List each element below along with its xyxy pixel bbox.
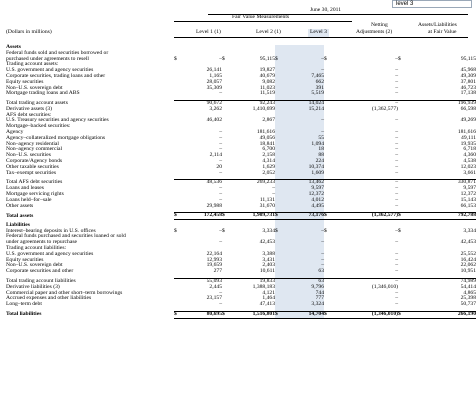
cell-level2: 49,056 bbox=[259, 134, 275, 141]
cell-total: 25,552 bbox=[460, 250, 476, 257]
cell-total: 3,334 bbox=[463, 227, 476, 234]
cell-level3: – bbox=[281, 130, 324, 136]
cell-total: 6,718 bbox=[463, 146, 476, 153]
cell-netting: (1,346,010) bbox=[371, 283, 398, 290]
cell-level1: – bbox=[219, 227, 222, 234]
row-label: Corporate securities, trading loans and other bbox=[6, 72, 106, 79]
row-label: Mortgage servicing rights bbox=[6, 190, 64, 197]
cell-level2: 3,334 bbox=[262, 227, 275, 234]
cell-level2: 4,121 bbox=[262, 289, 275, 296]
currency-symbol: $ bbox=[275, 57, 281, 63]
cell-level2: 47,413 bbox=[259, 301, 275, 308]
row-label: purchased under agreements to resell bbox=[6, 55, 89, 62]
cell-level3: 9,597 bbox=[281, 186, 324, 192]
cell-netting: – bbox=[395, 301, 398, 308]
cell-total: 10,951 bbox=[460, 268, 476, 275]
cell-level1: 19,659 bbox=[206, 262, 222, 269]
cell-level1: 23,157 bbox=[206, 295, 222, 302]
cell-netting: – bbox=[395, 169, 398, 176]
cell-level2: 1,909,731 bbox=[228, 213, 275, 220]
row-label: Tax–exempt securities bbox=[6, 169, 57, 176]
cell-total: 46,723 bbox=[460, 84, 476, 91]
currency-symbol: $ bbox=[324, 227, 327, 234]
cell-level2: 40,679 bbox=[259, 72, 275, 79]
cell-total: 4,538 bbox=[463, 158, 476, 165]
cell-level1: – bbox=[219, 134, 222, 141]
row-label: Non–U.S. securities bbox=[6, 152, 51, 159]
cell-level2: 19,833 bbox=[228, 278, 275, 284]
cell-level1: – bbox=[219, 146, 222, 153]
cell-level3: – bbox=[281, 240, 324, 246]
row-label: Derivative assets (3) bbox=[6, 105, 52, 112]
row-label: Agency bbox=[6, 129, 24, 136]
cell-level1: 172,458 bbox=[180, 213, 222, 220]
cell-level2: 2,867 bbox=[262, 117, 275, 124]
cell-level1: 277 bbox=[213, 268, 222, 275]
cell-level3: 744 bbox=[281, 291, 324, 297]
row-label: Commercial paper and other short–term borrowings bbox=[6, 289, 123, 296]
cell-level1: 28,057 bbox=[206, 78, 222, 85]
cell-netting: – bbox=[395, 239, 398, 246]
row-label: Accrued expenses and other liabilities bbox=[6, 295, 92, 302]
cell-total: 330,871 bbox=[404, 180, 476, 186]
cell-level2: 1,516,801 bbox=[228, 311, 275, 318]
cell-netting: – bbox=[395, 78, 398, 85]
cell-level3: 224 bbox=[281, 159, 324, 165]
cell-level1: – bbox=[219, 239, 222, 246]
cell-level2: 2,403 bbox=[262, 262, 275, 269]
cell-level1: – bbox=[219, 90, 222, 97]
row-label: Other assets bbox=[6, 202, 34, 209]
cell-total: 37,801 bbox=[460, 78, 476, 85]
cell-level3: 14,704 bbox=[281, 311, 324, 318]
cell-level3: 3,324 bbox=[281, 302, 324, 308]
cell-level2: 18,841 bbox=[259, 140, 275, 147]
cell-netting: – bbox=[395, 268, 398, 275]
cell-level3: 88 bbox=[281, 153, 324, 159]
row-label: Corporate securities and other bbox=[6, 268, 74, 275]
cell-level2: 4,314 bbox=[262, 158, 275, 165]
cell-netting: – bbox=[395, 134, 398, 141]
cell-total: 9,597 bbox=[463, 185, 476, 192]
row-label: Loans and leases bbox=[6, 185, 44, 192]
cell-netting: – bbox=[395, 190, 398, 197]
row-label: Trading account liabilities: bbox=[6, 245, 67, 252]
cell-total: 15,143 bbox=[460, 196, 476, 203]
cell-level2: – bbox=[272, 185, 275, 192]
cell-total: 196,939 bbox=[404, 101, 476, 107]
row-label: Equity securities bbox=[6, 256, 44, 263]
row-label: Corporate/Agency bonds bbox=[6, 158, 63, 165]
cell-level1: – bbox=[219, 190, 222, 197]
cell-netting: – bbox=[395, 295, 398, 302]
cell-level3: 63 bbox=[281, 278, 324, 284]
cell-netting: – bbox=[395, 146, 398, 153]
cell-level3: – bbox=[281, 252, 324, 258]
cell-total: 12,372 bbox=[460, 190, 476, 197]
cell-level2: 2,052 bbox=[262, 169, 275, 176]
cell-netting: – bbox=[395, 185, 398, 192]
cell-total: 45,968 bbox=[460, 67, 476, 74]
cell-total: 266,190 bbox=[404, 311, 476, 318]
cell-level1: – bbox=[219, 140, 222, 147]
cell-total: 792,788 bbox=[404, 213, 476, 220]
col-level2-header: Level 2 (1) bbox=[256, 29, 281, 35]
cell-total: 54,414 bbox=[460, 283, 476, 290]
cell-level1: 29,988 bbox=[206, 202, 222, 209]
cell-netting: – bbox=[330, 180, 398, 186]
cell-level3: 9,796 bbox=[281, 285, 324, 291]
cell-total: 95,115 bbox=[460, 55, 476, 62]
cell-total: 3,661 bbox=[463, 169, 476, 176]
row-label: Total trading account liabilities bbox=[6, 277, 76, 284]
row-label: Federal funds purchased and securities loaned or sold bbox=[6, 233, 126, 240]
fvm-heading: Fair Value Measurements bbox=[232, 14, 290, 20]
cell-level3: – bbox=[281, 57, 324, 63]
row-label: Mortgage–backed securities: bbox=[6, 123, 71, 130]
cell-level2: 11,131 bbox=[259, 196, 275, 203]
cell-level2: 11,519 bbox=[259, 90, 275, 97]
cell-level1: 22,164 bbox=[206, 250, 222, 257]
currency-symbol: $ bbox=[324, 213, 330, 220]
cell-level2: 19,827 bbox=[259, 67, 275, 74]
currency-symbol: $ bbox=[174, 227, 177, 234]
cell-level1: 1,165 bbox=[209, 72, 222, 79]
row-label: Liabilities bbox=[6, 221, 30, 228]
cell-netting: (1,346,010) bbox=[330, 311, 398, 318]
cell-level3: – bbox=[281, 229, 324, 235]
cell-level1: 35,309 bbox=[206, 84, 222, 91]
cell-level3: 1,609 bbox=[281, 171, 324, 177]
currency-symbol: $ bbox=[398, 55, 401, 62]
cell-level1: – bbox=[219, 129, 222, 136]
cell-level1: 46,402 bbox=[206, 117, 222, 124]
cell-level2: 1,629 bbox=[262, 163, 275, 170]
currency-symbol: $ bbox=[398, 311, 404, 318]
cell-total: 49,111 bbox=[461, 134, 476, 141]
cell-netting: – bbox=[395, 262, 398, 269]
cell-level1: – bbox=[219, 185, 222, 192]
cell-level3: 14,024 bbox=[281, 101, 324, 107]
cell-level1: 80,695 bbox=[180, 311, 222, 318]
cell-netting: – bbox=[395, 117, 398, 124]
row-label: Non–U.S. sovereign debt bbox=[6, 262, 63, 269]
cell-netting: (1,362,577) bbox=[330, 213, 398, 220]
cell-netting: – bbox=[395, 250, 398, 257]
cell-level3: 55 bbox=[281, 136, 324, 142]
cell-level2: 9,082 bbox=[262, 78, 275, 85]
currency-symbol: $ bbox=[174, 213, 180, 220]
cell-total: 49,309 bbox=[460, 72, 476, 79]
cell-total: 12,023 bbox=[460, 163, 476, 170]
row-label: Total AFS debt securities bbox=[6, 179, 63, 186]
currency-symbol: $ bbox=[222, 55, 225, 62]
col-level3-header: Level 3 bbox=[310, 29, 327, 35]
cell-netting: – bbox=[330, 101, 398, 107]
cell-netting: – bbox=[395, 129, 398, 136]
cell-level3: – bbox=[281, 68, 324, 74]
fvm-underline bbox=[174, 21, 352, 22]
assets-liabilities-heading-2: at Fair Value bbox=[428, 29, 457, 35]
currency-symbol: $ bbox=[174, 311, 180, 318]
cell-level3: 4,012 bbox=[281, 198, 324, 204]
assets-liabilities-heading: Assets/Liabilities bbox=[418, 22, 457, 28]
cell-level3: 7,465 bbox=[281, 74, 324, 80]
cell-level2: 181,616 bbox=[256, 129, 275, 136]
cell-level2: 3,431 bbox=[262, 256, 275, 263]
cell-total: 4,360 bbox=[463, 152, 476, 159]
cell-level2: 6,700 bbox=[262, 146, 275, 153]
cell-level1: – bbox=[219, 301, 222, 308]
row-label: Equity securities bbox=[6, 78, 44, 85]
row-label: Non–U.S. sovereign debt bbox=[6, 84, 63, 91]
cell-netting: – bbox=[395, 202, 398, 209]
cell-level3: 1,094 bbox=[281, 142, 324, 148]
cell-level1: 3,262 bbox=[209, 105, 222, 112]
cell-total: 42,453 bbox=[460, 239, 476, 246]
cell-level1: 55,093 bbox=[180, 278, 222, 284]
cell-level3: 12,372 bbox=[281, 192, 324, 198]
cell-level1: – bbox=[219, 55, 222, 62]
cell-level1: 12,993 bbox=[206, 256, 222, 263]
cell-level1: – bbox=[219, 289, 222, 296]
cell-netting: – bbox=[395, 158, 398, 165]
netting-heading: Netting bbox=[371, 22, 388, 28]
table-row bbox=[6, 213, 476, 220]
period-date: June 30, 2011 bbox=[310, 7, 342, 13]
cell-netting: – bbox=[395, 72, 398, 79]
cell-netting: – bbox=[330, 278, 398, 284]
currency-symbol: $ bbox=[324, 311, 330, 318]
row-label: Other taxable securities bbox=[6, 163, 59, 170]
cell-total: 66,598 bbox=[460, 105, 476, 112]
cell-netting: – bbox=[395, 140, 398, 147]
cell-level2: 1,464 bbox=[262, 295, 275, 302]
cell-level2: 10,611 bbox=[259, 268, 275, 275]
cell-total: 4,865 bbox=[463, 289, 476, 296]
cell-total: 50,737 bbox=[460, 301, 476, 308]
cell-level3: 73,176 bbox=[281, 213, 324, 220]
cell-level3: 15,214 bbox=[281, 107, 324, 113]
cell-netting: – bbox=[395, 289, 398, 296]
header-rule bbox=[174, 37, 468, 38]
currency-symbol: $ bbox=[398, 213, 404, 220]
cell-level2: 31,670 bbox=[259, 202, 275, 209]
fair-value-table bbox=[6, 45, 476, 319]
cell-level3: 5,519 bbox=[281, 91, 324, 97]
row-label: Total assets bbox=[6, 212, 34, 219]
cell-total: 66,153 bbox=[460, 202, 476, 209]
row-label: Agency–collateralized mortgage obligations bbox=[6, 134, 106, 141]
cell-level3: 777 bbox=[281, 296, 324, 302]
cell-level1: 26,141 bbox=[206, 67, 222, 74]
cell-netting: – bbox=[395, 163, 398, 170]
cell-netting: – bbox=[395, 67, 398, 74]
row-label: Derivative liabilities (3) bbox=[6, 283, 60, 290]
cell-level1: – bbox=[219, 196, 222, 203]
cell-level3: – bbox=[281, 118, 324, 124]
row-label: Mortgage trading loans and ABS bbox=[6, 90, 80, 97]
row-label: U.S. Treasury securities and agency securities bbox=[6, 117, 109, 124]
row-label: Loans held–for–sale bbox=[6, 196, 52, 203]
row-label: Total liabilities bbox=[6, 311, 42, 318]
currency-symbol: $ bbox=[174, 55, 177, 62]
cell-netting: – bbox=[395, 227, 398, 234]
currency-symbol: $ bbox=[275, 229, 281, 235]
cell-level1: – bbox=[219, 158, 222, 165]
row-label: Long–term debt bbox=[6, 301, 42, 308]
row-label: U.S. government and agency securities bbox=[6, 250, 94, 257]
row-label: AFS debt securities: bbox=[6, 111, 52, 118]
cell-level1: 48,536 bbox=[180, 180, 222, 186]
cell-level2: – bbox=[272, 190, 275, 197]
cell-level3: 63 bbox=[281, 269, 324, 275]
currency-symbol: $ bbox=[222, 213, 228, 220]
currency-symbol: $ bbox=[275, 311, 281, 318]
cell-level2: 95,115 bbox=[259, 55, 275, 62]
row-label: under agreements to repurchase bbox=[6, 239, 77, 246]
cell-total: 74,989 bbox=[404, 278, 476, 284]
cell-netting: – bbox=[395, 90, 398, 97]
cell-netting: (1,362,577) bbox=[371, 105, 398, 112]
cell-level3: – bbox=[281, 258, 324, 264]
cell-total: 22,062 bbox=[460, 262, 476, 269]
cell-level3: 662 bbox=[281, 80, 324, 86]
netting-heading-2: Adjustments (2) bbox=[356, 29, 393, 35]
currency-symbol: $ bbox=[398, 227, 401, 234]
cell-level3: 391 bbox=[281, 86, 324, 92]
currency-symbol: $ bbox=[222, 311, 228, 318]
cell-netting: – bbox=[395, 196, 398, 203]
row-label: Non–agency residential bbox=[6, 140, 59, 147]
cell-level2: 1,410,699 bbox=[252, 105, 275, 112]
cell-level2: 3,388 bbox=[262, 250, 275, 257]
cell-total: 19,935 bbox=[460, 140, 476, 147]
row-label: Non–agency commercial bbox=[6, 146, 63, 153]
cell-netting: – bbox=[395, 84, 398, 91]
cell-netting: – bbox=[395, 55, 398, 62]
cell-level1: 20 bbox=[216, 163, 222, 170]
cell-level3: 4,495 bbox=[281, 204, 324, 210]
cell-level2: 11,023 bbox=[259, 84, 275, 91]
row-label: Interest–bearing deposits in U.S. offices bbox=[6, 227, 96, 234]
cell-level1: 90,672 bbox=[180, 101, 222, 107]
row-label: Trading account assets: bbox=[6, 61, 59, 68]
cell-total: 181,616 bbox=[457, 129, 476, 136]
cell-level2: 92,243 bbox=[228, 101, 275, 107]
cell-level2: 1,388,183 bbox=[252, 283, 275, 290]
currency-symbol: $ bbox=[324, 55, 327, 62]
row-label: Assets bbox=[6, 44, 21, 50]
table-row bbox=[6, 311, 476, 318]
cell-total: 25,398 bbox=[460, 295, 476, 302]
cell-level1: 2,114 bbox=[209, 152, 222, 159]
cell-level1: – bbox=[219, 169, 222, 176]
cell-level2: 42,453 bbox=[259, 239, 275, 246]
cell-netting: – bbox=[395, 152, 398, 159]
cell-total: 16,424 bbox=[460, 256, 476, 263]
cell-level2: 2,158 bbox=[262, 152, 275, 159]
cell-level1: 2,445 bbox=[209, 283, 222, 290]
cell-level3: 13,462 bbox=[281, 180, 324, 186]
units-label: (Dollars in millions) bbox=[6, 29, 52, 35]
cell-total: 49,269 bbox=[460, 117, 476, 124]
currency-symbol: $ bbox=[222, 227, 225, 234]
cell-total: 17,138 bbox=[460, 90, 476, 97]
currency-symbol: $ bbox=[275, 213, 281, 220]
cell-level3: 10,374 bbox=[281, 165, 324, 171]
cell-level3: – bbox=[281, 263, 324, 269]
cell-netting: – bbox=[395, 256, 398, 263]
search-input[interactable]: level 3 bbox=[392, 0, 472, 8]
row-label: Federal funds sold and securities borrowed or bbox=[6, 49, 109, 56]
col-level1-header: Level 1 (1) bbox=[196, 29, 221, 35]
cell-level2: 269,233 bbox=[228, 180, 275, 186]
cell-level3: 18 bbox=[281, 147, 324, 153]
row-label: U.S. government and agency securities bbox=[6, 67, 94, 74]
row-label: Total trading account assets bbox=[6, 100, 68, 107]
